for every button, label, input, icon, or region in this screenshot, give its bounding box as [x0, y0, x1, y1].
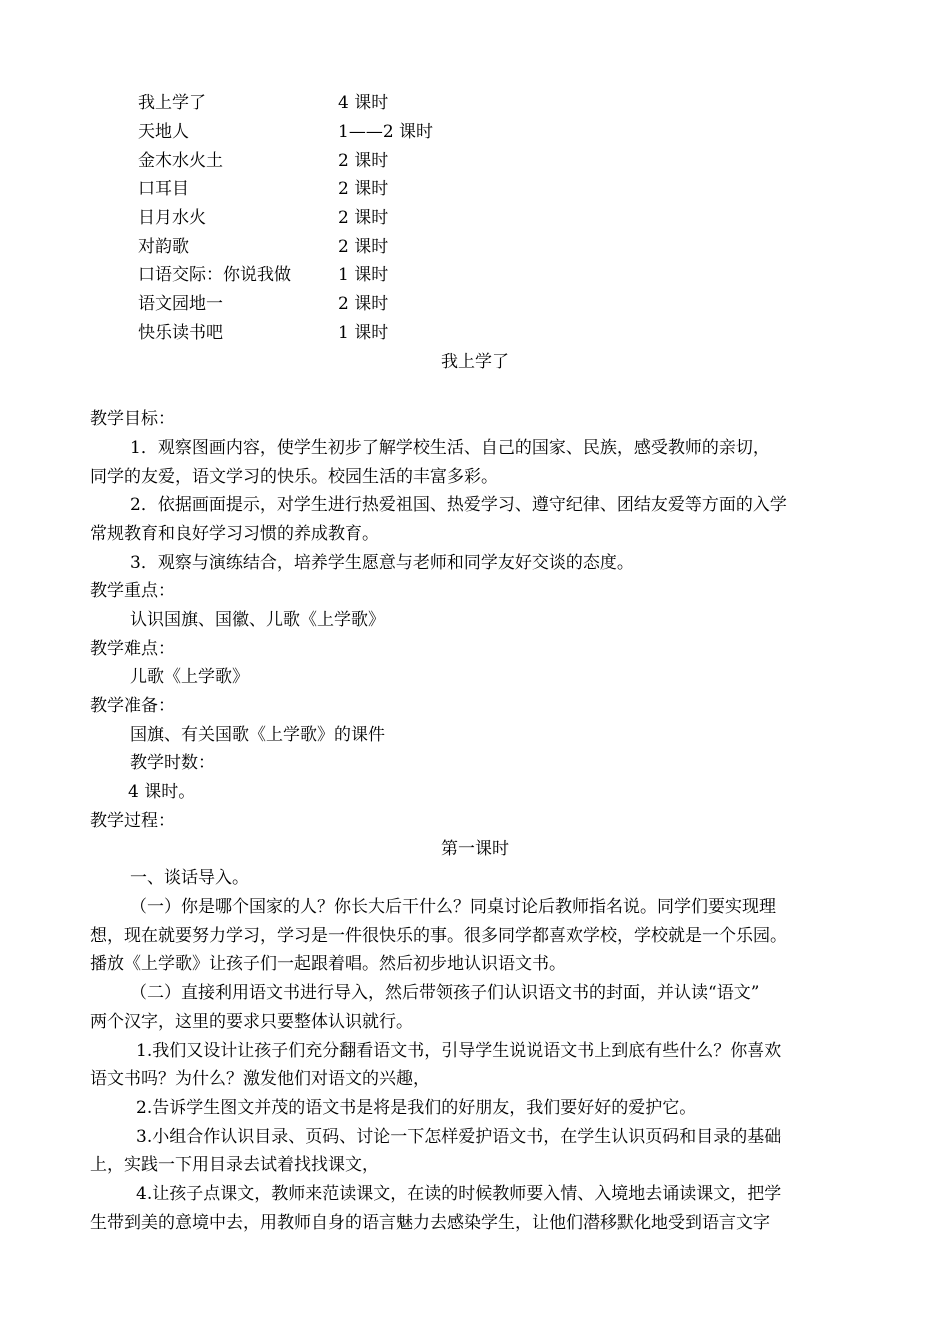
schedule-item-name: 快乐读书吧 — [138, 323, 223, 343]
schedule-item-name: 天地人 — [138, 122, 189, 142]
item-1-line-1: 1.我们又设计让孩子们充分翻看语文书，引导学生说说语文书上到底有些什么？你喜欢 — [136, 1041, 782, 1061]
item-2: 2.告诉学生图文并茂的语文书是将是我们的好朋友，我们要好好的爱护它。 — [136, 1098, 697, 1118]
lesson-title: 我上学了 — [441, 352, 509, 372]
schedule-item-hours: 1 课时 — [338, 323, 389, 343]
item-4-line-2: 生带到美的意境中去，用教师自身的语言魅力去感染学生，让他们潜移默化地受到语言文字 — [90, 1213, 770, 1233]
goal-1-line-2: 同学的友爱，语文学习的快乐。校园生活的丰富多彩。 — [90, 467, 498, 487]
schedule-item-hours: 2 课时 — [338, 151, 389, 171]
period-title: 第一课时 — [441, 839, 509, 859]
schedule-item-hours: 2 课时 — [338, 179, 389, 199]
schedule-item-name: 语文园地一 — [138, 294, 223, 314]
item-3-line-1: 3.小组合作认识目录、页码、讨论一下怎样爱护语文书，在学生认识页码和目录的基础 — [136, 1127, 782, 1147]
step-1-heading: 一、谈话导入。 — [130, 868, 249, 888]
goal-1-line-1: 1．观察图画内容，使学生初步了解学校生活、自己的国家、民族，感受教师的亲切， — [130, 438, 770, 458]
process-heading: 教学过程： — [90, 811, 175, 831]
hours-heading: 教学时数： — [130, 753, 215, 773]
key-text: 认识国旗、国徽、儿歌《上学歌》 — [130, 610, 385, 630]
prep-text: 国旗、有关国歌《上学歌》的课件 — [130, 725, 385, 745]
schedule-item-name: 我上学了 — [138, 93, 206, 113]
item-3-line-2: 上，实践一下用目录去试着找找课文， — [90, 1155, 379, 1175]
paragraph-1-line-2: 想，现在就要努力学习，学习是一件很快乐的事。很多同学都喜欢学校，学校就是一个乐园。 — [90, 926, 787, 946]
difficulty-heading: 教学难点： — [90, 639, 175, 659]
schedule-item-hours: 4 课时 — [338, 93, 389, 113]
goal-2-line-2: 常规教育和良好学习习惯的养成教育。 — [90, 524, 379, 544]
schedule-item-hours: 2 课时 — [338, 237, 389, 257]
schedule-item-hours: 1——2 课时 — [338, 122, 434, 142]
schedule-item-hours: 1 课时 — [338, 265, 389, 285]
schedule-item-name: 口耳目 — [138, 179, 189, 199]
schedule-item-name: 对韵歌 — [138, 237, 189, 257]
schedule-item-name: 口语交际：你说我做 — [138, 265, 291, 285]
prep-heading: 教学准备： — [90, 696, 175, 716]
goals-heading: 教学目标： — [90, 409, 175, 429]
key-heading: 教学重点： — [90, 581, 175, 601]
paragraph-1-line-1: （一）你是哪个国家的人？你长大后干什么？同桌讨论后教师指名说。同学们要实现理 — [130, 897, 776, 917]
difficulty-text: 儿歌《上学歌》 — [130, 667, 249, 687]
goal-2-line-1: 2．依据画面提示，对学生进行热爱祖国、热爱学习、遵守纪律、团结友爱等方面的入学 — [130, 495, 787, 515]
item-4-line-1: 4.让孩子点课文，教师来范读课文，在读的时候教师要入情、入境地去诵读课文，把学 — [136, 1184, 782, 1204]
schedule-item-name: 日月水火 — [138, 208, 206, 228]
schedule-item-hours: 2 课时 — [338, 208, 389, 228]
schedule-item-hours: 2 课时 — [338, 294, 389, 314]
paragraph-1-line-3: 播放《上学歌》让孩子们一起跟着唱。然后初步地认识语文书。 — [90, 954, 566, 974]
paragraph-2-line-2: 两个汉字，这里的要求只要整体认识就行。 — [90, 1012, 413, 1032]
schedule-item-name: 金木水火土 — [138, 151, 223, 171]
item-1-line-2: 语文书吗？为什么？激发他们对语文的兴趣， — [90, 1069, 430, 1089]
hours-text: 4 课时。 — [128, 782, 196, 802]
paragraph-2-line-1: （二）直接利用语文书进行导入，然后带领孩子们认识语文书的封面，并认读“语文” — [130, 983, 760, 1003]
goal-3: 3．观察与演练结合，培养学生愿意与老师和同学友好交谈的态度。 — [130, 553, 634, 573]
